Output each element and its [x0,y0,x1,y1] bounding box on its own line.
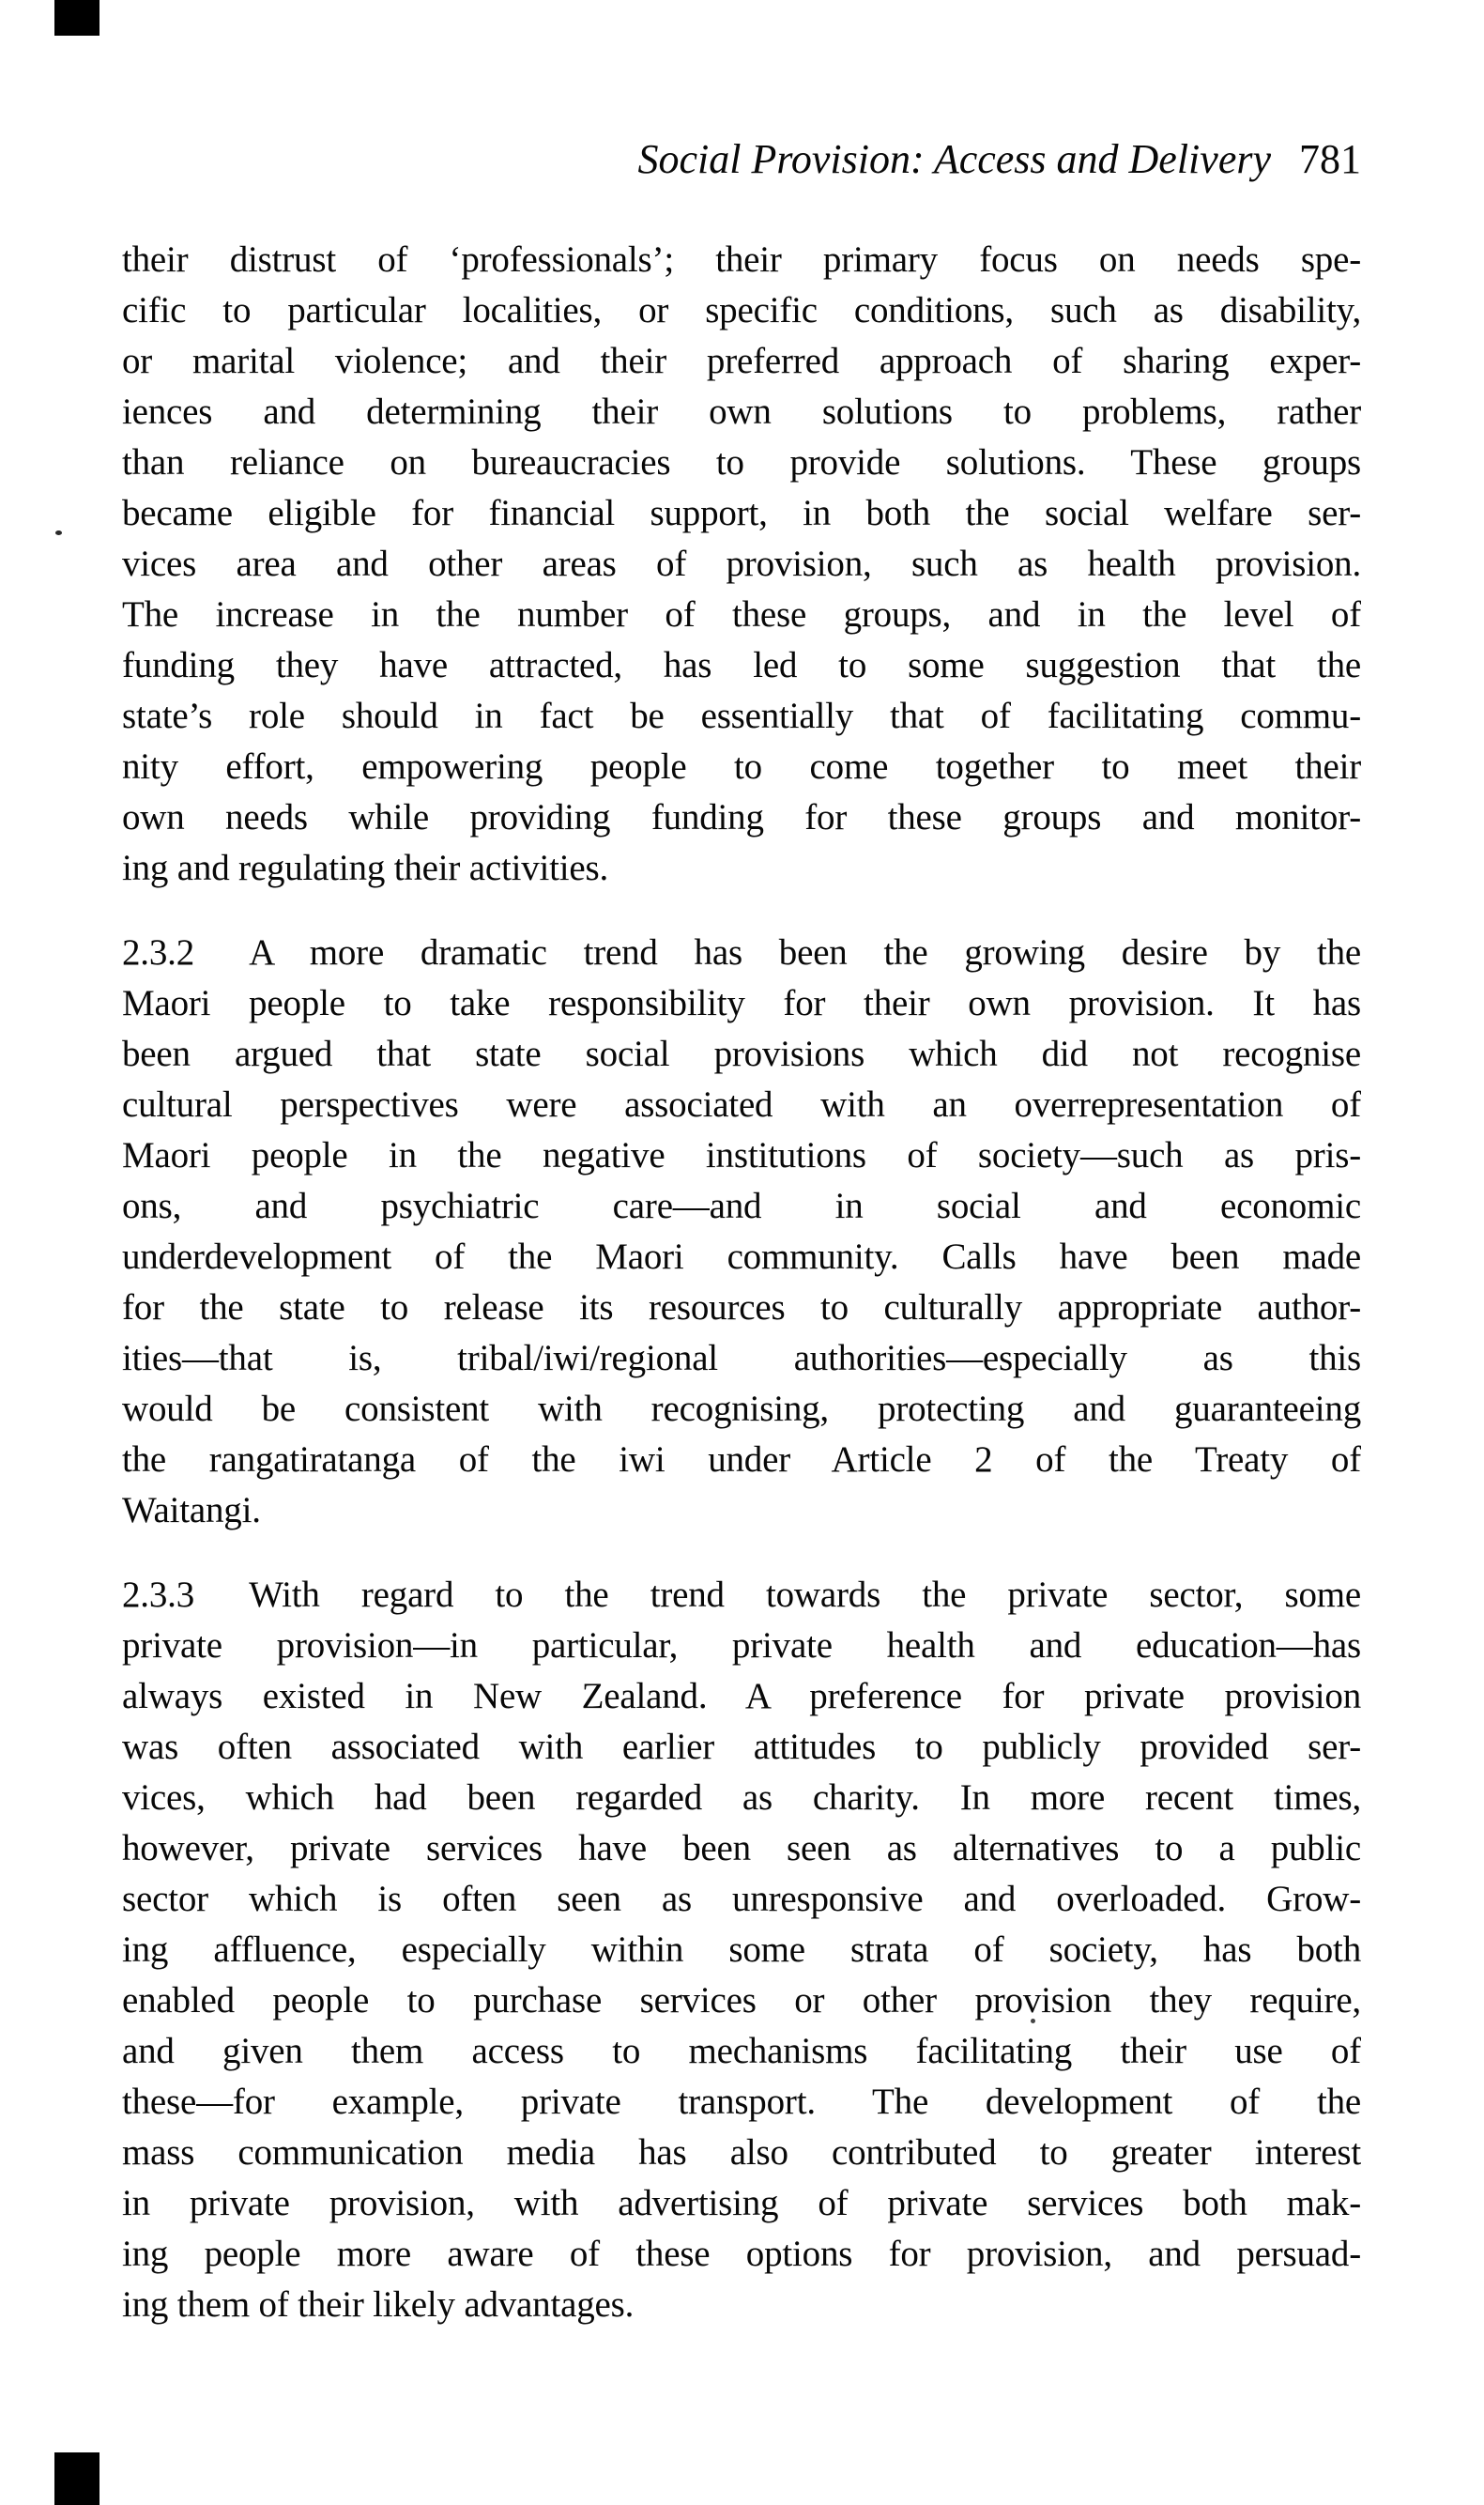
text-line: state’s role should in fact be essentially that of facilitating commu- [122,696,1361,736]
text-line: would be consistent with recognising, protecting and guaranteeing [122,1389,1361,1429]
text-line: own needs while providing funding for these groups and monitor- [122,797,1361,838]
text-line: The increase in the number of these groups, and in the level of [122,594,1361,635]
running-header-title: Social Provision: Access and Delivery [637,136,1271,182]
text-line: however, private services have been seen as alternatives to a public [122,1828,1361,1868]
text-line: 2.3.3 With regard to the trend towards the private sector, some [122,1575,1361,1615]
running-header [122,137,1361,182]
text-line: or marital violence; and their preferred approach of sharing exper- [122,341,1361,381]
text-line: underdevelopment of the Maori community. Calls have been made [122,1237,1361,1277]
scan-registration-mark-top-left [54,0,99,36]
text-line: and given them access to mechanisms facilitating their use of [122,2031,1361,2071]
text-line: ons, and psychiatric care—and in social and economic [122,1186,1361,1226]
text-line: always existed in New Zealand. A preference for private provision [122,1676,1361,1716]
text-line: ing and regulating their activities. [122,848,609,888]
scan-registration-mark-bottom-left [54,2452,99,2505]
text-line: vices, which had been regarded as charity. In more recent times, [122,1777,1361,1818]
text-line: Waitangi. [122,1490,261,1530]
text-line: cultural perspectives were associated with an overrepresentation of [122,1084,1361,1125]
text-line: became eligible for financial support, in both the social welfare ser- [122,493,1361,533]
text-line: sector which is often seen as unresponsive and overloaded. Grow- [122,1879,1361,1919]
text-line: was often associated with earlier attitudes to publicly provided ser- [122,1727,1361,1767]
text-line: in private provision, with advertising of private services both mak- [122,2183,1361,2223]
paragraph-2-3-2 [122,928,1361,1536]
text-line: Maori people to take responsibility for their own provision. It has [122,983,1361,1023]
text-line: been argued that state social provisions which did not recognise [122,1034,1361,1074]
text-line: funding they have attracted, has led to some suggestion that the [122,645,1361,685]
text-line: Maori people in the negative institutions of society—such as pris- [122,1135,1361,1176]
page-number: 781 [1299,136,1361,182]
text-line: ing affluence, especially within some strata of society, has both [122,1929,1361,1970]
paragraph-2-3-3 [122,1570,1361,2330]
text-line: than reliance on bureaucracies to provide solutions. These groups [122,442,1361,483]
text-line: enabled people to purchase services or other provision they require, [122,1980,1361,2021]
text-line: these—for example, private transport. The development of the [122,2082,1361,2122]
text-line: ing people more aware of these options for provision, and persuad- [122,2234,1361,2274]
body-text [122,235,1361,2330]
text-line: ing them of their likely advantages. [122,2284,635,2325]
text-line: 2.3.2 A more dramatic trend has been the growing desire by the [122,932,1361,973]
text-line: ities—that is, tribal/iwi/regional authorities—especially as this [122,1338,1361,1378]
text-line: mass communication media has also contributed to greater interest [122,2132,1361,2173]
text-line: private provision—in particular, private health and education—has [122,1625,1361,1666]
ink-speck [55,530,62,535]
text-line: nity effort, empowering people to come together to meet their [122,746,1361,787]
paragraph-continuation [122,235,1361,894]
text-line: vices area and other areas of provision, such as health provision. [122,544,1361,584]
text-line: the rangatiratanga of the iwi under Article 2 of the Treaty of [122,1439,1361,1480]
text-line: cific to particular localities, or specific conditions, such as disability, [122,290,1361,330]
text-line: iences and determining their own solutions to problems, rather [122,392,1361,432]
text-line: for the state to release its resources to culturally appropriate author- [122,1287,1361,1328]
text-line: their distrust of ‘professionals’; their primary focus on needs spe- [122,239,1361,280]
